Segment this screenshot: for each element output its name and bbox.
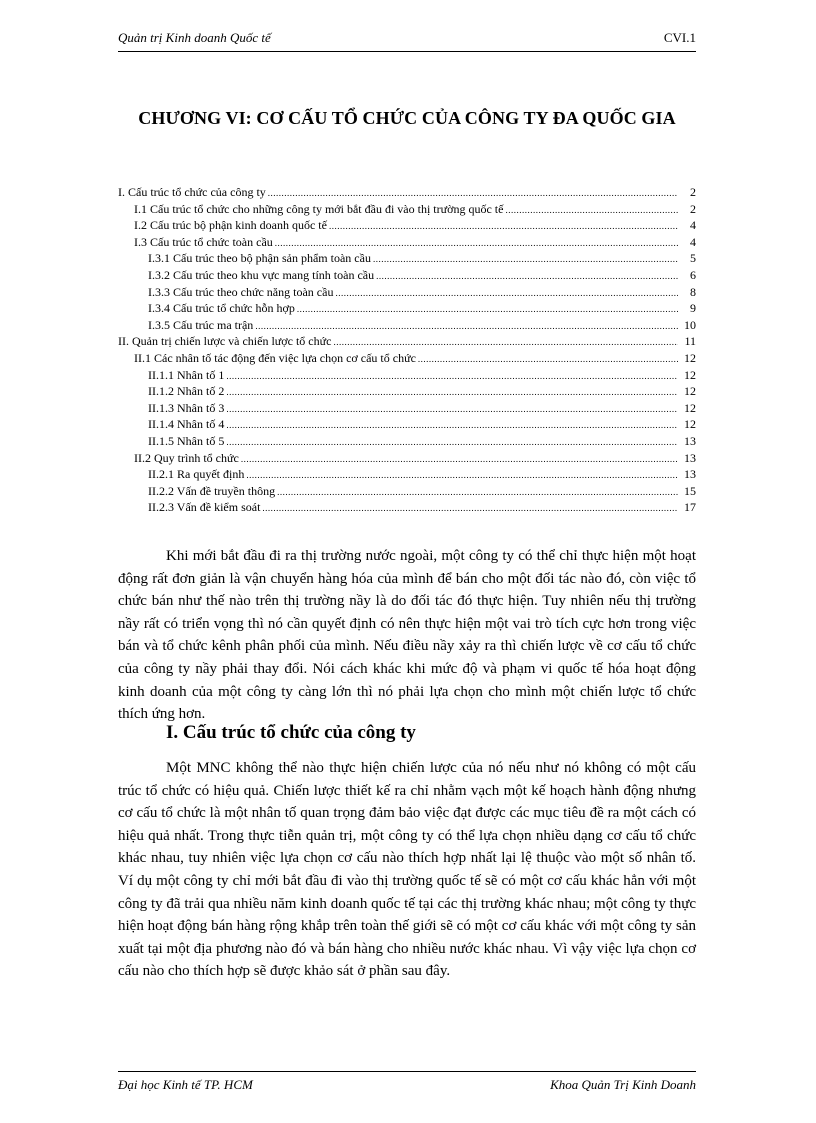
toc-entry[interactable] <box>118 300 696 317</box>
header-page-code: CVI.1 <box>663 30 696 45</box>
section-paragraph-block <box>118 757 696 983</box>
toc-page-number: 13 <box>684 450 696 465</box>
toc-page-number: 11 <box>684 334 696 349</box>
toc-dot-leader <box>226 417 678 434</box>
toc-entry[interactable] <box>118 350 696 367</box>
footer-divider <box>118 1071 696 1072</box>
toc-entry[interactable] <box>118 333 696 350</box>
toc-page-number: 15 <box>684 483 696 498</box>
toc-page-number: 4 <box>690 218 696 233</box>
toc-dot-leader <box>373 251 678 268</box>
page-footer <box>118 1077 696 1097</box>
toc-dot-leader <box>275 235 678 252</box>
footer-faculty: Khoa Quản Trị Kinh Doanh <box>550 1077 696 1092</box>
toc-dot-leader <box>226 384 678 401</box>
toc-page-number: 2 <box>690 185 696 199</box>
header-course-title: Quản trị Kinh doanh Quốc tế <box>118 30 271 45</box>
intro-paragraph: Khi mới bắt đầu đi ra thị trường nước ngoài, một công ty có thể chỉ thực hiện một hoạt động rất đơn giản là vận chuyển hàng hóa của mình để bán cho một đối tác nào đó, còn việc tổ chức bán như thế nào trên thị trường nầy là do đối tác đó thực hiện. Tuy nhiên nếu thị trường nầy rất có triển vọng thì nó cần quyết định có nên thực hiện một vai trò tích cực hơn trong việc bán và tổ chức kênh phân phối của mình. Nếu điều nầy xảy ra thì chiến lược về cơ cấu tổ chức của công ty nầy phải thay đổi. Nói cách khác khi mức độ và phạm vi quốc tế hóa hoạt động kinh doanh của một công ty càng lớn thì nó phải lựa chọn cho mình một chiến lược tổ chức thích ứng hơn. <box>118 548 696 723</box>
toc-entry-title: II.1.3 Nhân tố 3 <box>148 400 225 415</box>
toc-entry[interactable] <box>118 317 696 334</box>
toc-entry-title: I.3.1 Cấu trúc theo bộ phận sản phẩm toàn cầu <box>148 251 371 266</box>
toc-page-number: 17 <box>684 500 696 515</box>
toc-page-number: 6 <box>690 267 696 282</box>
footer-university: Đại học Kinh tế TP. HCM <box>118 1077 253 1092</box>
toc-page-number: 2 <box>690 201 696 216</box>
toc-dot-leader <box>255 318 678 335</box>
toc-dot-leader <box>246 467 678 484</box>
toc-entry[interactable] <box>118 184 696 201</box>
toc-dot-leader <box>335 285 678 302</box>
table-of-contents <box>118 184 696 516</box>
toc-entry[interactable] <box>118 284 696 301</box>
toc-entry-title: II.1.5 Nhân tố 5 <box>148 433 225 448</box>
toc-dot-leader <box>333 334 678 351</box>
section-heading: I. Cấu trúc tổ chức của công ty <box>166 722 416 743</box>
toc-entry-title: I.1 Cấu trúc tổ chức cho những công ty mới bắt đầu đi vào thị trường quốc tế <box>134 201 504 216</box>
toc-entry[interactable] <box>118 383 696 400</box>
toc-entry[interactable] <box>118 267 696 284</box>
toc-entry[interactable] <box>118 433 696 450</box>
toc-dot-leader <box>226 434 678 451</box>
toc-entry[interactable] <box>118 466 696 483</box>
toc-entry[interactable] <box>118 400 696 417</box>
toc-page-number: 12 <box>684 350 696 365</box>
section-paragraph: Một MNC không thể nào thực hiện chiến lược của nó nếu như nó không có một cấu trúc tổ chức có hiệu quả. Chiến lược thiết kế ra chỉ nhằm vạch một kế hoạch hành động nhưng cơ cấu tổ chức là một nhân tố quan trọng đảm bảo việc đạt được các mục tiêu đề ra một cách có hiệu quả nhất. Trong thực tiễn quản trị, một công ty có thể lựa chọn nhiều dạng cơ cấu tổ chức khác nhau, tuy nhiên việc lựa chọn cơ cấu nào thích hợp nhất lại lệ thuộc vào một số nhân tố. Ví dụ một công ty chỉ mới bắt đầu đi vào thị trường quốc tế sẽ có một cơ cấu khác hẳn với một công ty đã trải qua nhiều năm kinh doanh quốc tế tại các thị trường khác nhau; một công ty thực hiện hoạt động bán hàng rộng khắp trên toàn thế giới sẽ có một cơ cấu khác với một công ty sản xuất tại một địa phương nào đó và bán hàng cho nhiều nước khác nhau. Vì vậy việc lựa chọn cơ cấu nào cho thích hợp sẽ được khảo sát ở phần sau đây. <box>118 760 696 980</box>
toc-entry-title: II. Quản trị chiến lược và chiến lược tổ chức <box>118 334 332 349</box>
toc-page-number: 12 <box>684 400 696 415</box>
toc-entry-title: I. Cấu trúc tổ chức của công ty <box>118 185 266 199</box>
toc-dot-leader <box>297 301 678 318</box>
intro-paragraph-block <box>118 545 696 726</box>
toc-entry[interactable] <box>118 217 696 234</box>
toc-entry-title: II.1 Các nhân tố tác động đến việc lựa chọn cơ cấu tổ chức <box>134 350 416 365</box>
toc-entry-title: I.3.2 Cấu trúc theo khu vực mang tính toàn cầu <box>148 267 375 282</box>
toc-entry[interactable] <box>118 483 696 500</box>
toc-page-number: 9 <box>690 301 696 316</box>
toc-page-number: 12 <box>684 384 696 399</box>
toc-page-number: 13 <box>684 467 696 482</box>
toc-dot-leader <box>329 218 678 235</box>
toc-page-number: 12 <box>684 367 696 382</box>
toc-entry-title: I.3.3 Cấu trúc theo chức năng toàn cầu <box>148 284 334 299</box>
toc-entry[interactable] <box>118 234 696 251</box>
toc-entry-title: I.3.5 Cấu trúc ma trận <box>148 317 254 332</box>
toc-dot-leader <box>226 368 678 385</box>
toc-entry-title: II.1.1 Nhân tố 1 <box>148 367 225 382</box>
toc-entry[interactable] <box>118 250 696 267</box>
toc-entry-title: I.2 Cấu trúc bộ phận kinh doanh quốc tế <box>134 218 327 233</box>
toc-dot-leader <box>241 451 678 468</box>
toc-page-number: 8 <box>690 284 696 299</box>
toc-page-number: 10 <box>684 317 696 332</box>
page-header <box>118 30 696 50</box>
toc-dot-leader <box>505 202 678 219</box>
toc-entry[interactable] <box>118 450 696 467</box>
toc-entry-title: I.3 Cấu trúc tổ chức toàn cầu <box>134 234 273 249</box>
toc-entry-title: II.2.2 Vấn đề truyền thông <box>148 483 276 498</box>
toc-page-number: 13 <box>684 433 696 448</box>
toc-page-number: 5 <box>690 251 696 266</box>
toc-entry-title: II.1.4 Nhân tố 4 <box>148 417 225 432</box>
toc-entry-title: I.3.4 Cấu trúc tổ chức hỗn hợp <box>148 301 295 316</box>
toc-page-number: 4 <box>690 234 696 249</box>
toc-dot-leader <box>262 500 678 517</box>
toc-dot-leader <box>418 351 678 368</box>
toc-entry-title: II.1.2 Nhân tố 2 <box>148 384 225 399</box>
toc-entry-title: II.2 Quy trình tổ chức <box>134 450 239 465</box>
toc-dot-leader <box>376 268 678 285</box>
toc-entry-title: II.2.3 Vấn đề kiểm soát <box>148 500 261 515</box>
toc-dot-leader <box>226 401 678 418</box>
toc-entry[interactable] <box>118 499 696 516</box>
header-divider <box>118 51 696 52</box>
toc-entry[interactable] <box>118 201 696 218</box>
toc-page-number: 12 <box>684 417 696 432</box>
toc-entry[interactable] <box>118 367 696 384</box>
toc-dot-leader <box>268 185 678 202</box>
toc-entry[interactable] <box>118 416 696 433</box>
toc-entry-title: II.2.1 Ra quyết định <box>148 467 245 482</box>
chapter-title: CHƯƠNG VI: CƠ CẤU TỔ CHỨC CỦA CÔNG TY ĐA QUỐC GIA <box>138 108 676 128</box>
toc-dot-leader <box>277 484 678 501</box>
